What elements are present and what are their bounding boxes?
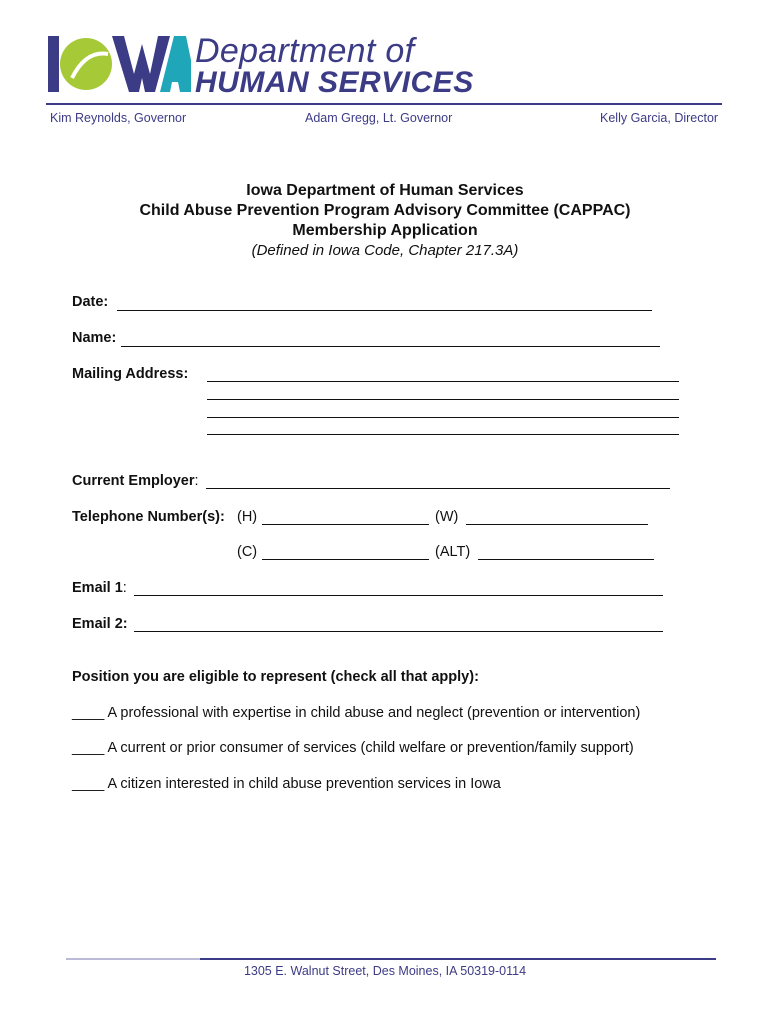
form-title-block <box>0 181 770 261</box>
date-field[interactable] <box>117 310 652 311</box>
current-employer-field[interactable] <box>206 488 670 489</box>
phone-cell-label: (C) <box>237 544 258 560</box>
phone-home-field[interactable] <box>262 524 429 525</box>
official-lt-governor: Adam Gregg, Lt. Governor <box>305 111 453 125</box>
email-1-field[interactable] <box>134 595 663 596</box>
mailing-address-line-2[interactable] <box>207 399 679 400</box>
date-label: Date: <box>72 294 109 310</box>
position-checkbox-blank[interactable]: ____ <box>72 740 105 756</box>
mailing-address-label: Mailing Address: <box>72 366 189 382</box>
official-director: Kelly Garcia, Director <box>600 111 719 125</box>
position-option-label: A citizen interested in child abuse prevention services in Iowa <box>107 776 501 792</box>
position-checkbox-blank[interactable]: ____ <box>72 705 105 721</box>
current-employer-label: Current Employer: <box>72 473 199 489</box>
logo-letter-w <box>112 36 170 92</box>
logo-letter-o <box>60 38 112 90</box>
position-option-professional[interactable] <box>72 705 640 721</box>
official-governor: Kim Reynolds, Governor <box>50 111 187 125</box>
phone-alt-label: (ALT) <box>435 544 471 560</box>
position-option-consumer[interactable] <box>72 740 634 756</box>
mailing-address-line-4[interactable] <box>207 434 679 435</box>
footer-divider <box>200 958 716 960</box>
email-2-field[interactable] <box>134 631 663 632</box>
position-option-citizen[interactable] <box>72 776 501 792</box>
footer-divider-faint <box>66 958 206 960</box>
title-application: Membership Application <box>292 222 478 239</box>
telephone-label: Telephone Number(s): <box>72 509 225 525</box>
positions-heading: Position you are eligible to represent (check all that apply): <box>72 669 479 685</box>
name-label: Name: <box>72 330 117 346</box>
title-citation: (Defined in Iowa Code, Chapter 217.3A) <box>251 242 519 259</box>
mailing-address-line-1[interactable] <box>207 381 679 382</box>
name-field[interactable] <box>121 346 660 347</box>
header-divider <box>46 103 722 105</box>
email-2-label: Email 2: <box>72 616 128 632</box>
phone-home-label: (H) <box>237 509 258 525</box>
department-name-line2: HUMAN SERVICES <box>195 66 474 99</box>
phone-cell-field[interactable] <box>262 559 429 560</box>
position-option-label: A professional with expertise in child abuse and neglect (prevention or intervention) <box>107 705 641 721</box>
title-agency: Iowa Department of Human Services <box>246 182 524 199</box>
phone-work-field[interactable] <box>466 524 648 525</box>
position-checkbox-blank[interactable]: ____ <box>72 776 105 792</box>
email-1-label: Email 1: <box>72 580 127 596</box>
logo-letter-i <box>48 36 59 92</box>
phone-alt-field[interactable] <box>478 559 654 560</box>
footer-address: 1305 E. Walnut Street, Des Moines, IA 50319-0114 <box>243 964 527 978</box>
position-option-label: A current or prior consumer of services (child welfare or prevention/family support) <box>107 740 634 756</box>
mailing-address-line-3[interactable] <box>207 417 679 418</box>
title-committee: Child Abuse Prevention Program Advisory Committee (CAPPAC) <box>139 202 631 219</box>
department-name-line1: Department of <box>195 32 415 70</box>
iowa-logo-graphic <box>46 30 191 96</box>
phone-work-label: (W) <box>435 509 459 525</box>
